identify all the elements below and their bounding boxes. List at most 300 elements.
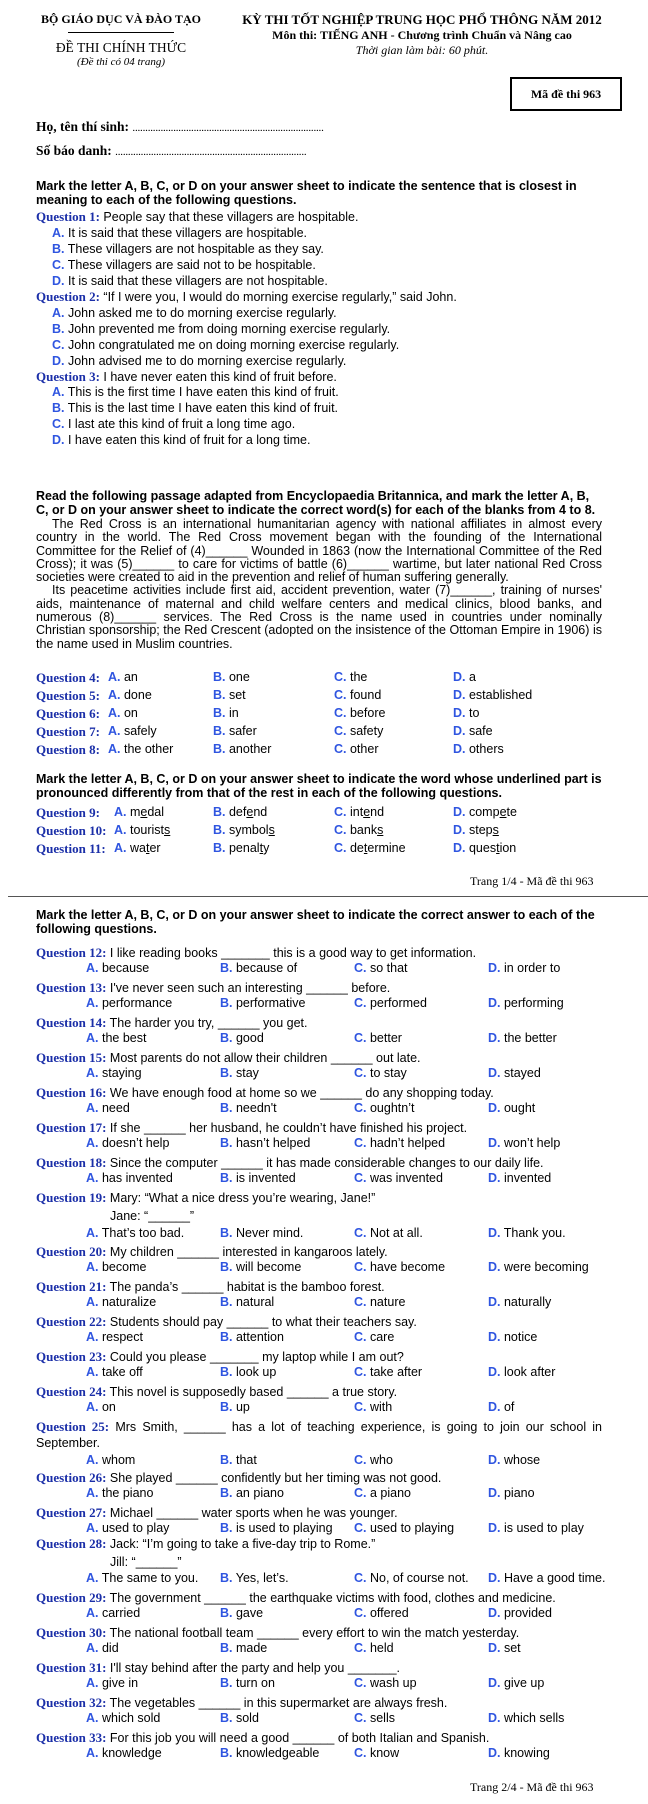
answer-option[interactable] — [220, 1136, 310, 1151]
answer-option[interactable] — [488, 1171, 551, 1186]
option-text: nature — [369, 1295, 406, 1309]
option-letter: D. — [488, 1486, 501, 1500]
option-text: Yes, let’s. — [235, 1571, 289, 1585]
answer-option[interactable] — [86, 1171, 173, 1186]
answer-option[interactable] — [213, 670, 250, 685]
word-part: nd — [253, 805, 268, 819]
answer-option[interactable] — [86, 1330, 143, 1345]
answer-option[interactable] — [453, 724, 493, 739]
question-stem: Students should pay ______ to what their teachers say. — [109, 1315, 417, 1329]
option-text: used to play — [101, 1521, 170, 1535]
answer-option[interactable] — [52, 401, 338, 415]
option-text: gave — [235, 1606, 264, 1620]
option-letter: B. — [213, 670, 226, 684]
option-text: care — [369, 1330, 395, 1344]
answer-option[interactable] — [354, 1226, 423, 1241]
answer-option[interactable] — [213, 823, 275, 838]
answer-option[interactable] — [354, 1066, 407, 1081]
option-text: knowing — [503, 1746, 550, 1760]
answer-option[interactable] — [488, 1641, 521, 1656]
question-item — [36, 1050, 602, 1066]
option-text: that — [235, 1453, 257, 1467]
answer-option[interactable] — [220, 1365, 276, 1380]
answer-option[interactable] — [52, 433, 310, 447]
answer-option[interactable] — [86, 1101, 130, 1116]
candidate-name-field[interactable] — [36, 119, 324, 135]
answer-option[interactable] — [488, 1676, 544, 1691]
options-row — [36, 742, 602, 757]
answer-option[interactable] — [220, 1101, 277, 1116]
answer-option[interactable] — [488, 1066, 541, 1081]
answer-option[interactable] — [213, 742, 271, 757]
question-stem: The panda’s ______ habitat is the bamboo forest. — [109, 1280, 385, 1294]
option-text: won’t help — [503, 1136, 561, 1150]
question-stem: Most parents do not allow their children ______ out late. — [109, 1051, 421, 1065]
option-text: John prevented me from doing morning exercise regularly. — [67, 322, 391, 336]
answer-option[interactable] — [453, 670, 476, 685]
answer-option[interactable] — [114, 841, 161, 856]
answer-option[interactable] — [220, 1746, 319, 1761]
answer-option[interactable] — [354, 1400, 392, 1415]
option-text: performance — [101, 996, 173, 1010]
answer-option[interactable] — [86, 1521, 169, 1536]
option-letter: C. — [334, 670, 347, 684]
answer-option[interactable] — [108, 706, 138, 721]
question-item — [36, 1536, 602, 1552]
answer-option[interactable] — [114, 805, 164, 820]
question-label: Question 11: — [36, 841, 106, 856]
answer-option[interactable] — [86, 1365, 143, 1380]
options-row — [36, 1521, 602, 1536]
option-text: was invented — [369, 1171, 443, 1185]
answer-option[interactable] — [220, 961, 297, 976]
answer-option[interactable] — [488, 1365, 555, 1380]
official-exam-label: ĐỀ THI CHÍNH THỨC — [55, 40, 187, 55]
option-text: will become — [235, 1260, 302, 1274]
answer-option[interactable] — [220, 1453, 257, 1468]
option-letter: D. — [453, 670, 466, 684]
question-label: Question 30: — [36, 1625, 107, 1640]
question-stem: This novel is supposedly based ______ a true story. — [109, 1385, 398, 1399]
answer-option[interactable] — [488, 1453, 540, 1468]
answer-option[interactable] — [354, 1295, 405, 1310]
option-text: natural — [235, 1295, 275, 1309]
option-text: John asked me to do morning exercise regularly. — [67, 306, 337, 320]
answer-option[interactable] — [86, 1260, 146, 1275]
question-item — [36, 1695, 602, 1711]
answer-option[interactable] — [488, 1226, 566, 1241]
option-letter: C. — [354, 1571, 367, 1585]
option-letter: C. — [354, 996, 367, 1010]
option-word — [229, 841, 269, 855]
option-letter: C. — [334, 688, 347, 702]
answer-option[interactable] — [220, 1260, 301, 1275]
option-line — [52, 401, 618, 416]
word-part: tourist — [129, 823, 165, 837]
answer-option[interactable] — [220, 996, 305, 1011]
answer-option[interactable] — [220, 1521, 333, 1536]
option-letter: D. — [52, 274, 65, 288]
option-text: is used to playing — [235, 1521, 333, 1535]
answer-option[interactable] — [220, 1031, 264, 1046]
option-text: another — [228, 742, 272, 756]
options-row — [36, 670, 602, 685]
answer-option[interactable] — [86, 1606, 140, 1621]
answer-option[interactable] — [354, 996, 427, 1011]
option-letter: A. — [86, 1066, 99, 1080]
option-text: to stay — [369, 1066, 407, 1080]
answer-option[interactable] — [86, 1746, 162, 1761]
option-letter: C. — [354, 1066, 367, 1080]
answer-option[interactable] — [488, 1136, 560, 1151]
option-text: staying — [101, 1066, 142, 1080]
option-letter: D. — [453, 706, 466, 720]
answer-option[interactable] — [220, 1066, 259, 1081]
question-stem: For this job you will need a good ______ of both Italian and Spanish. — [109, 1731, 490, 1745]
answer-option[interactable] — [52, 338, 399, 352]
options-row — [36, 841, 602, 856]
option-text: done — [123, 688, 152, 702]
answer-option[interactable] — [220, 1330, 284, 1345]
candidate-id-field[interactable] — [36, 143, 306, 159]
option-text: carried — [101, 1606, 141, 1620]
question-item — [36, 945, 602, 961]
ministry-name: BỘ GIÁO DỤC VÀ ĐÀO TẠO — [41, 12, 201, 26]
underlined-part: e — [499, 805, 507, 819]
answer-option[interactable] — [52, 417, 295, 431]
answer-option[interactable] — [354, 1260, 445, 1275]
option-text: the other — [123, 742, 174, 756]
answer-option[interactable] — [354, 1330, 394, 1345]
option-text: a piano — [369, 1486, 411, 1500]
dialogue-response: Jill: “______” — [110, 1555, 182, 1569]
answer-option[interactable] — [334, 742, 378, 757]
word-part: penal — [228, 841, 260, 855]
page-count-note: (Đề thi có 04 trang) — [77, 56, 165, 68]
answer-option[interactable] — [108, 724, 157, 739]
answer-option[interactable] — [86, 1711, 160, 1726]
option-letter: C. — [354, 1226, 367, 1240]
option-line — [52, 306, 618, 321]
options-row — [36, 1226, 602, 1241]
answer-option[interactable] — [453, 805, 517, 820]
answer-option[interactable] — [354, 1486, 411, 1501]
options-row — [36, 724, 602, 739]
underlined-part: t — [259, 841, 264, 855]
option-text: a — [468, 670, 476, 684]
answer-option[interactable] — [354, 1641, 394, 1656]
answer-option[interactable] — [52, 258, 316, 272]
underlined-part: e — [140, 805, 148, 819]
option-letter: C. — [334, 742, 347, 756]
answer-option[interactable] — [52, 306, 337, 320]
option-word — [350, 823, 383, 837]
answer-option[interactable] — [86, 1226, 184, 1241]
option-line — [52, 417, 618, 432]
answer-option[interactable] — [334, 670, 367, 685]
options-row — [36, 1676, 602, 1691]
option-text: This is the first time I have eaten this kind of fruit. — [67, 385, 339, 399]
option-text: up — [235, 1400, 250, 1414]
answer-option[interactable] — [334, 823, 383, 838]
question-stem: “If I were you, I would do morning exercise regularly,” said John. — [103, 290, 457, 304]
answer-option[interactable] — [52, 274, 328, 288]
option-letter: B. — [220, 1136, 233, 1150]
answer-option[interactable] — [86, 1295, 156, 1310]
option-letter: B. — [213, 823, 226, 837]
answer-option[interactable] — [86, 1453, 135, 1468]
word-part: bank — [349, 823, 378, 837]
answer-option[interactable] — [354, 1365, 422, 1380]
options-row — [36, 1400, 602, 1415]
option-letter: D. — [488, 996, 501, 1010]
option-letter: A. — [114, 805, 127, 819]
option-letter: B. — [220, 1260, 233, 1274]
answer-option[interactable] — [453, 841, 516, 856]
option-text: know — [369, 1746, 400, 1760]
answer-option[interactable] — [354, 1031, 402, 1046]
option-text: knowledgeable — [235, 1746, 320, 1760]
option-text: others — [468, 742, 504, 756]
question-label: Question 14: — [36, 1015, 107, 1030]
exam-title: KỲ THI TỐT NGHIỆP TRUNG HỌC PHỔ THÔNG NĂM 2012 — [242, 12, 602, 27]
answer-option[interactable] — [114, 823, 170, 838]
option-text: is invented — [235, 1171, 296, 1185]
answer-option[interactable] — [334, 724, 383, 739]
answer-option[interactable] — [488, 1260, 589, 1275]
option-letter: B. — [220, 961, 233, 975]
question-label: Question 1: — [36, 209, 100, 224]
question-label: Question 28: — [36, 1536, 107, 1551]
word-part: step — [468, 823, 493, 837]
answer-option[interactable] — [108, 670, 138, 685]
option-text: the best — [101, 1031, 147, 1045]
option-letter: A. — [86, 1031, 99, 1045]
answer-option[interactable] — [354, 1171, 443, 1186]
options-row — [36, 1260, 602, 1275]
answer-option[interactable] — [488, 1571, 605, 1586]
answer-option[interactable] — [488, 1330, 537, 1345]
answer-option[interactable] — [453, 688, 532, 703]
option-letter: C. — [354, 1101, 367, 1115]
answer-option[interactable] — [52, 226, 307, 240]
answer-option[interactable] — [488, 1711, 564, 1726]
answer-option[interactable] — [213, 688, 246, 703]
option-letter: D. — [52, 354, 65, 368]
answer-option[interactable] — [86, 1486, 153, 1501]
answer-option[interactable] — [86, 1136, 169, 1151]
answer-option[interactable] — [86, 1571, 198, 1586]
question-label: Question 22: — [36, 1314, 107, 1329]
answer-option[interactable] — [86, 961, 149, 976]
answer-option[interactable] — [354, 1571, 469, 1586]
option-letter: C. — [334, 841, 347, 855]
option-text: The same to you. — [101, 1571, 199, 1585]
answer-option[interactable] — [488, 1746, 550, 1761]
answer-option[interactable] — [108, 688, 152, 703]
answer-option[interactable] — [354, 1136, 445, 1151]
answer-option[interactable] — [86, 996, 172, 1011]
option-text: is used to play — [503, 1521, 584, 1535]
question-label: Question 27: — [36, 1505, 107, 1520]
answer-option[interactable] — [488, 1031, 557, 1046]
answer-option[interactable] — [86, 1031, 146, 1046]
answer-option[interactable] — [488, 1486, 535, 1501]
option-letter: A. — [52, 306, 65, 320]
answer-option[interactable] — [220, 1295, 274, 1310]
options-row — [36, 1486, 602, 1501]
option-letter: D. — [488, 1136, 501, 1150]
option-line — [52, 354, 618, 369]
answer-option[interactable] — [453, 823, 499, 838]
question-item — [36, 1730, 602, 1746]
option-letter: D. — [488, 1711, 501, 1725]
answer-option[interactable] — [220, 1676, 275, 1691]
question-stem: I'll stay behind after the party and help you _______. — [109, 1661, 400, 1675]
answer-option[interactable] — [334, 688, 381, 703]
option-letter: C. — [354, 1400, 367, 1414]
option-letter: B. — [213, 724, 226, 738]
option-word — [469, 841, 516, 855]
word-part: ion — [499, 841, 517, 855]
section-instruction: Mark the letter A, B, C, or D on your answer sheet to indicate the correct answer to each of the following questions. — [36, 908, 595, 936]
options-row — [36, 805, 602, 820]
question-label: Question 25: — [36, 1419, 110, 1434]
answer-option[interactable] — [213, 706, 239, 721]
answer-option[interactable] — [354, 1711, 395, 1726]
option-text: become — [101, 1260, 147, 1274]
answer-option[interactable] — [220, 1641, 267, 1656]
question-item — [36, 1314, 602, 1330]
option-word — [130, 823, 170, 837]
underlined-part: t — [145, 841, 150, 855]
option-letter: D. — [453, 724, 466, 738]
question-stem: Jack: “I’m going to take a five-day trip to Rome.” — [109, 1537, 376, 1551]
option-text: oughtn’t — [369, 1101, 415, 1115]
answer-option[interactable] — [488, 996, 564, 1011]
answer-option[interactable] — [213, 841, 269, 856]
answer-option[interactable] — [86, 1400, 116, 1415]
answer-option[interactable] — [334, 805, 384, 820]
option-text: need — [101, 1101, 130, 1115]
option-letter: D. — [488, 1606, 501, 1620]
candidate-id-dots: ........................................................................... — [115, 146, 307, 158]
option-text: Thank you. — [503, 1226, 566, 1240]
options-row — [36, 1031, 602, 1046]
answer-option[interactable] — [354, 1606, 409, 1621]
answer-option[interactable] — [86, 1676, 138, 1691]
answer-option[interactable] — [220, 1486, 284, 1501]
underlined-part: s — [492, 823, 499, 837]
answer-option[interactable] — [52, 242, 324, 256]
option-line — [52, 322, 618, 337]
answer-option[interactable] — [453, 706, 479, 721]
option-text: This is the last time I have eaten this kind of fruit. — [67, 401, 339, 415]
option-letter: A. — [114, 823, 127, 837]
answer-option[interactable] — [354, 1453, 393, 1468]
option-letter: B. — [220, 1521, 233, 1535]
answer-option[interactable] — [488, 1521, 584, 1536]
answer-option[interactable] — [86, 1641, 119, 1656]
option-text: Never mind. — [235, 1226, 304, 1240]
word-part: ques — [468, 841, 497, 855]
option-text: doesn’t help — [101, 1136, 170, 1150]
option-text: look up — [235, 1365, 277, 1379]
question-label: Question 24: — [36, 1384, 107, 1399]
option-letter: A. — [52, 385, 65, 399]
answer-option[interactable] — [213, 724, 257, 739]
answer-option[interactable] — [488, 1295, 551, 1310]
option-text: on — [123, 706, 138, 720]
answer-option[interactable] — [354, 1676, 417, 1691]
option-text: performative — [235, 996, 306, 1010]
question-item — [36, 209, 602, 225]
word-part: symbol — [228, 823, 269, 837]
page-footer: Trang 2/4 - Mã đề thi 963 — [470, 1780, 594, 1794]
answer-option[interactable] — [354, 1101, 414, 1116]
option-text: has invented — [101, 1171, 173, 1185]
option-letter: B. — [220, 1226, 233, 1240]
question-item — [36, 1244, 602, 1260]
answer-option[interactable] — [52, 354, 346, 368]
answer-option[interactable] — [213, 805, 267, 820]
option-letter: A. — [108, 688, 121, 702]
passage-paragraph: Its peacetime activities include first aid, accident prevention, water (7)______, training of nurses' aids, maintenance of maternal and child welfare centers and medical clinics, blood banks, and numerous (8)______ services. The Red Cross is the name used in countries under nominally Christian sponsorship; the Red Crescent (adopted on the insistence of the Ottoman Empire in 1906) is the name used in Muslim countries. — [36, 583, 602, 651]
question-stem: The government ______ the earthquake victims with food, clothes and medicine. — [109, 1591, 556, 1605]
page-separator — [8, 896, 648, 897]
passage-paragraph: The Red Cross is an international humanitarian agency with national affiliates in almost every country in the world. The Red Cross movement began with the founding of the International Committee for the Relief of (4)______ Wounded in 1863 (now the International Committee of the Red Cross); it was (5)______ to care for victims of battle (6)______ wartime, but later national Red Cross societies were created to aid in the prevention and relief of human suffering generally. — [36, 517, 602, 585]
answer-option[interactable] — [488, 961, 560, 976]
option-letter: C. — [334, 724, 347, 738]
answer-option[interactable] — [453, 742, 504, 757]
option-text: notice — [503, 1330, 538, 1344]
answer-option[interactable] — [52, 322, 390, 336]
word-part: dal — [147, 805, 165, 819]
answer-option[interactable] — [220, 1571, 289, 1586]
answer-option[interactable] — [354, 1746, 399, 1761]
answer-option[interactable] — [108, 742, 173, 757]
option-letter: D. — [453, 823, 466, 837]
option-line — [52, 274, 618, 289]
answer-option[interactable] — [354, 961, 408, 976]
question-item — [36, 1120, 602, 1136]
option-text: set — [503, 1641, 521, 1655]
answer-option[interactable] — [220, 1711, 259, 1726]
answer-option[interactable] — [86, 1066, 142, 1081]
option-letter: D. — [488, 1101, 501, 1115]
option-text: safely — [123, 724, 157, 738]
answer-option[interactable] — [354, 1521, 454, 1536]
option-text: respect — [101, 1330, 143, 1344]
answer-option[interactable] — [334, 841, 406, 856]
answer-option[interactable] — [220, 1400, 250, 1415]
answer-option[interactable] — [220, 1171, 296, 1186]
answer-option[interactable] — [488, 1101, 535, 1116]
option-letter: B. — [213, 706, 226, 720]
answer-option[interactable] — [488, 1400, 514, 1415]
question-item — [36, 1155, 602, 1171]
option-letter: B. — [220, 1295, 233, 1309]
option-text: of — [503, 1400, 515, 1414]
answer-option[interactable] — [488, 1606, 552, 1621]
answer-option[interactable] — [334, 706, 385, 721]
option-text: naturally — [503, 1295, 552, 1309]
answer-option[interactable] — [220, 1606, 263, 1621]
section-instruction: Read the following passage adapted from Encyclopaedia Britannica, and mark the letter A, B, C, or D on your answer sheet to indicate the correct word(s) for each of the blanks from 4 to 8. — [36, 489, 596, 517]
underlined-part: e — [246, 805, 254, 819]
answer-option[interactable] — [220, 1226, 303, 1241]
answer-option[interactable] — [52, 385, 339, 399]
